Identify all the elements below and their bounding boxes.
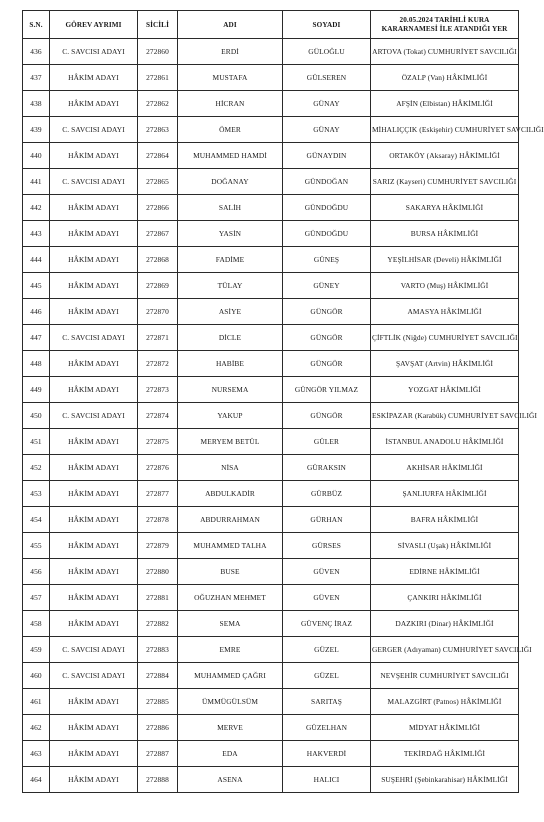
cell-sicili: 272884 <box>138 663 178 689</box>
table-row <box>23 585 519 611</box>
cell-gorev-ayrimi: HÂKİM ADAYI <box>50 481 138 507</box>
table-row <box>23 195 519 221</box>
table-row <box>23 741 519 767</box>
cell-sn: 451 <box>23 429 50 455</box>
cell-gorev-ayrimi: HÂKİM ADAYI <box>50 143 138 169</box>
header-sn: S.N. <box>23 11 50 39</box>
cell-sicili: 272870 <box>138 299 178 325</box>
cell-gorev-ayrimi: HÂKİM ADAYI <box>50 767 138 793</box>
cell-sn: 445 <box>23 273 50 299</box>
table-row <box>23 143 519 169</box>
table-row <box>23 221 519 247</box>
cell-soyadi: GÜNDOĞAN <box>283 169 371 195</box>
cell-sicili: 272873 <box>138 377 178 403</box>
cell-adi: ASİYE <box>178 299 283 325</box>
cell-soyadi: GÜRHAN <box>283 507 371 533</box>
table-row <box>23 403 519 429</box>
cell-soyadi: GÜZEL <box>283 637 371 663</box>
header-atandigi-yer: 20.05.2024 TARİHLİ KURA KARARNAMESİ İLE ATANDIĞI YER <box>371 11 519 39</box>
cell-soyadi: GÜNGÖR YILMAZ <box>283 377 371 403</box>
cell-adi: EDA <box>178 741 283 767</box>
cell-adi: YAKUP <box>178 403 283 429</box>
cell-atandigi-yer: ŞANLIURFA HÂKİMLİĞİ <box>371 481 519 507</box>
cell-gorev-ayrimi: HÂKİM ADAYI <box>50 299 138 325</box>
cell-sn: 457 <box>23 585 50 611</box>
cell-sicili: 272868 <box>138 247 178 273</box>
cell-sn: 442 <box>23 195 50 221</box>
cell-sicili: 272860 <box>138 39 178 65</box>
cell-adi: ERDİ <box>178 39 283 65</box>
cell-sn: 446 <box>23 299 50 325</box>
table-row <box>23 117 519 143</box>
cell-gorev-ayrimi: HÂKİM ADAYI <box>50 715 138 741</box>
cell-gorev-ayrimi: HÂKİM ADAYI <box>50 585 138 611</box>
cell-sn: 448 <box>23 351 50 377</box>
cell-adi: MERVE <box>178 715 283 741</box>
cell-sn: 439 <box>23 117 50 143</box>
cell-atandigi-yer: MİHALIÇÇIK (Eskişehir) CUMHURİYET SAVCILIĞI <box>371 117 519 143</box>
cell-atandigi-yer: TEKİRDAĞ HÂKİMLİĞİ <box>371 741 519 767</box>
table-row <box>23 351 519 377</box>
cell-gorev-ayrimi: C. SAVCISI ADAYI <box>50 169 138 195</box>
cell-sn: 441 <box>23 169 50 195</box>
cell-sicili: 272882 <box>138 611 178 637</box>
cell-adi: EMRE <box>178 637 283 663</box>
cell-adi: TÜLAY <box>178 273 283 299</box>
table-row <box>23 169 519 195</box>
cell-sicili: 272885 <box>138 689 178 715</box>
cell-atandigi-yer: MİDYAT HÂKİMLİĞİ <box>371 715 519 741</box>
table-row <box>23 39 519 65</box>
cell-sn: 455 <box>23 533 50 559</box>
cell-sicili: 272886 <box>138 715 178 741</box>
cell-soyadi: SARITAŞ <box>283 689 371 715</box>
cell-sicili: 272863 <box>138 117 178 143</box>
cell-gorev-ayrimi: C. SAVCISI ADAYI <box>50 637 138 663</box>
header-adi: ADI <box>178 11 283 39</box>
cell-sn: 464 <box>23 767 50 793</box>
cell-gorev-ayrimi: HÂKİM ADAYI <box>50 91 138 117</box>
cell-sn: 438 <box>23 91 50 117</box>
cell-sn: 460 <box>23 663 50 689</box>
cell-soyadi: GÜVENÇ İRAZ <box>283 611 371 637</box>
cell-gorev-ayrimi: C. SAVCISI ADAYI <box>50 117 138 143</box>
cell-soyadi: HAKVERDİ <box>283 741 371 767</box>
cell-atandigi-yer: YEŞİLHİSAR (Develi) HÂKİMLİĞİ <box>371 247 519 273</box>
cell-adi: NURSEMA <box>178 377 283 403</box>
cell-atandigi-yer: AMASYA HÂKİMLİĞİ <box>371 299 519 325</box>
cell-soyadi: GÜZELHAN <box>283 715 371 741</box>
cell-atandigi-yer: SİVASLI (Uşak) HÂKİMLİĞİ <box>371 533 519 559</box>
cell-adi: MUSTAFA <box>178 65 283 91</box>
cell-atandigi-yer: SAKARYA HÂKİMLİĞİ <box>371 195 519 221</box>
cell-adi: DOĞANAY <box>178 169 283 195</box>
cell-sicili: 272872 <box>138 351 178 377</box>
cell-sn: 462 <box>23 715 50 741</box>
cell-soyadi: GÜZEL <box>283 663 371 689</box>
cell-atandigi-yer: ORTAKÖY (Aksaray) HÂKİMLİĞİ <box>371 143 519 169</box>
cell-adi: DİCLE <box>178 325 283 351</box>
cell-sn: 461 <box>23 689 50 715</box>
cell-sicili: 272883 <box>138 637 178 663</box>
cell-soyadi: GÜNGÖR <box>283 325 371 351</box>
header-soyadi: SOYADI <box>283 11 371 39</box>
cell-atandigi-yer: NEVŞEHİR CUMHURİYET SAVCILIĞI <box>371 663 519 689</box>
table-row <box>23 689 519 715</box>
cell-soyadi: GÜRBÜZ <box>283 481 371 507</box>
cell-soyadi: HALICI <box>283 767 371 793</box>
table-row <box>23 715 519 741</box>
cell-adi: HABİBE <box>178 351 283 377</box>
cell-gorev-ayrimi: HÂKİM ADAYI <box>50 689 138 715</box>
cell-gorev-ayrimi: HÂKİM ADAYI <box>50 195 138 221</box>
cell-sn: 443 <box>23 221 50 247</box>
cell-adi: YASİN <box>178 221 283 247</box>
cell-gorev-ayrimi: HÂKİM ADAYI <box>50 455 138 481</box>
cell-soyadi: GÜNDOĞDU <box>283 195 371 221</box>
cell-sn: 436 <box>23 39 50 65</box>
cell-adi: BUSE <box>178 559 283 585</box>
cell-sicili: 272880 <box>138 559 178 585</box>
cell-gorev-ayrimi: HÂKİM ADAYI <box>50 741 138 767</box>
table-row <box>23 481 519 507</box>
cell-adi: ÖMER <box>178 117 283 143</box>
cell-gorev-ayrimi: C. SAVCISI ADAYI <box>50 403 138 429</box>
cell-atandigi-yer: SUŞEHRİ (Şebinkarahisar) HÂKİMLİĞİ <box>371 767 519 793</box>
cell-sn: 463 <box>23 741 50 767</box>
cell-adi: SEMA <box>178 611 283 637</box>
cell-sn: 453 <box>23 481 50 507</box>
cell-sicili: 272866 <box>138 195 178 221</box>
table-row <box>23 299 519 325</box>
cell-sicili: 272865 <box>138 169 178 195</box>
cell-sicili: 272869 <box>138 273 178 299</box>
cell-soyadi: GÜNEY <box>283 273 371 299</box>
cell-gorev-ayrimi: C. SAVCISI ADAYI <box>50 663 138 689</box>
cell-atandigi-yer: BURSA HÂKİMLİĞİ <box>371 221 519 247</box>
cell-adi: MUHAMMED ÇAĞRI <box>178 663 283 689</box>
cell-atandigi-yer: ÇANKIRI HÂKİMLİĞİ <box>371 585 519 611</box>
cell-atandigi-yer: SARIZ (Kayseri) CUMHURİYET SAVCILIĞI <box>371 169 519 195</box>
cell-gorev-ayrimi: HÂKİM ADAYI <box>50 507 138 533</box>
cell-sicili: 272879 <box>138 533 178 559</box>
cell-adi: FADİME <box>178 247 283 273</box>
cell-gorev-ayrimi: HÂKİM ADAYI <box>50 65 138 91</box>
cell-sn: 440 <box>23 143 50 169</box>
table-row <box>23 91 519 117</box>
cell-sn: 449 <box>23 377 50 403</box>
table-body <box>23 39 544 793</box>
table-row <box>23 455 519 481</box>
cell-soyadi: GÜVEN <box>283 559 371 585</box>
cell-atandigi-yer: VARTO (Muş) HÂKİMLİĞİ <box>371 273 519 299</box>
cell-gorev-ayrimi: HÂKİM ADAYI <box>50 273 138 299</box>
table-row <box>23 611 519 637</box>
cell-sn: 450 <box>23 403 50 429</box>
header-sicili: SİCİLİ <box>138 11 178 39</box>
cell-atandigi-yer: BAFRA HÂKİMLİĞİ <box>371 507 519 533</box>
table-row <box>23 325 519 351</box>
cell-sn: 459 <box>23 637 50 663</box>
cell-gorev-ayrimi: HÂKİM ADAYI <box>50 221 138 247</box>
cell-sn: 444 <box>23 247 50 273</box>
cell-atandigi-yer: ARTOVA (Tokat) CUMHURİYET SAVCILIĞI <box>371 39 519 65</box>
cell-atandigi-yer: DAZKIRI (Dinar) HÂKİMLİĞİ <box>371 611 519 637</box>
cell-gorev-ayrimi: C. SAVCISI ADAYI <box>50 39 138 65</box>
table-row <box>23 65 519 91</box>
cell-atandigi-yer: ÖZALP (Van) HÂKİMLİĞİ <box>371 65 519 91</box>
table-row <box>23 637 519 663</box>
cell-adi: SALİH <box>178 195 283 221</box>
table-row <box>23 559 519 585</box>
cell-adi: ÜMMÜGÜLSÜM <box>178 689 283 715</box>
cell-sicili: 272871 <box>138 325 178 351</box>
cell-gorev-ayrimi: HÂKİM ADAYI <box>50 377 138 403</box>
cell-atandigi-yer: ŞAVŞAT (Artvin) HÂKİMLİĞİ <box>371 351 519 377</box>
cell-adi: MERYEM BETÜL <box>178 429 283 455</box>
table-row <box>23 507 519 533</box>
cell-sn: 452 <box>23 455 50 481</box>
cell-atandigi-yer: ESKİPAZAR (Karabük) CUMHURİYET SAVCILIĞI <box>371 403 519 429</box>
cell-gorev-ayrimi: HÂKİM ADAYI <box>50 247 138 273</box>
cell-sicili: 272887 <box>138 741 178 767</box>
assignment-table <box>22 10 544 793</box>
cell-soyadi: GÜNDOĞDU <box>283 221 371 247</box>
cell-sicili: 272874 <box>138 403 178 429</box>
cell-soyadi: GÜNGÖR <box>283 299 371 325</box>
cell-sicili: 272867 <box>138 221 178 247</box>
cell-gorev-ayrimi: HÂKİM ADAYI <box>50 351 138 377</box>
cell-sicili: 272878 <box>138 507 178 533</box>
table-row <box>23 273 519 299</box>
cell-soyadi: GÜNAY <box>283 117 371 143</box>
cell-adi: OĞUZHAN MEHMET <box>178 585 283 611</box>
cell-sicili: 272861 <box>138 65 178 91</box>
cell-gorev-ayrimi: HÂKİM ADAYI <box>50 533 138 559</box>
cell-gorev-ayrimi: HÂKİM ADAYI <box>50 611 138 637</box>
cell-sicili: 272877 <box>138 481 178 507</box>
cell-sn: 456 <box>23 559 50 585</box>
cell-adi: NİSA <box>178 455 283 481</box>
cell-atandigi-yer: ÇİFTLİK (Niğde) CUMHURİYET SAVCILIĞI <box>371 325 519 351</box>
table-row <box>23 377 519 403</box>
cell-soyadi: GÜNGÖR <box>283 351 371 377</box>
cell-soyadi: GÜRAKSIN <box>283 455 371 481</box>
table-header <box>23 11 519 39</box>
cell-atandigi-yer: AFŞİN (Elbistan) HÂKİMLİĞİ <box>371 91 519 117</box>
assignment-list-page <box>22 10 544 793</box>
table-row <box>23 767 519 793</box>
cell-adi: MUHAMMED TALHA <box>178 533 283 559</box>
cell-soyadi: GÜLER <box>283 429 371 455</box>
cell-adi: ABDULKADİR <box>178 481 283 507</box>
cell-soyadi: GÜLSEREN <box>283 65 371 91</box>
cell-soyadi: GÜNEŞ <box>283 247 371 273</box>
cell-soyadi: GÜNAYDIN <box>283 143 371 169</box>
cell-sn: 458 <box>23 611 50 637</box>
cell-atandigi-yer: EDİRNE HÂKİMLİĞİ <box>371 559 519 585</box>
cell-adi: ABDURRAHMAN <box>178 507 283 533</box>
cell-adi: ASENA <box>178 767 283 793</box>
table-row <box>23 429 519 455</box>
cell-atandigi-yer: YOZGAT HÂKİMLİĞİ <box>371 377 519 403</box>
cell-atandigi-yer: GERGER (Adıyaman) CUMHURİYET SAVCILIĞI <box>371 637 519 663</box>
table-row <box>23 663 519 689</box>
cell-sicili: 272864 <box>138 143 178 169</box>
cell-adi: MUHAMMED HAMDİ <box>178 143 283 169</box>
cell-gorev-ayrimi: C. SAVCISI ADAYI <box>50 325 138 351</box>
cell-sicili: 272875 <box>138 429 178 455</box>
cell-gorev-ayrimi: HÂKİM ADAYI <box>50 429 138 455</box>
cell-sn: 447 <box>23 325 50 351</box>
cell-sicili: 272862 <box>138 91 178 117</box>
table-row <box>23 247 519 273</box>
cell-sn: 454 <box>23 507 50 533</box>
cell-gorev-ayrimi: HÂKİM ADAYI <box>50 559 138 585</box>
cell-adi: HİCRAN <box>178 91 283 117</box>
cell-soyadi: GÜLOĞLU <box>283 39 371 65</box>
cell-atandigi-yer: MALAZGİRT (Patnos) HÂKİMLİĞİ <box>371 689 519 715</box>
header-gorev-ayrimi: GÖREV AYRIMI <box>50 11 138 39</box>
cell-sicili: 272881 <box>138 585 178 611</box>
cell-sicili: 272876 <box>138 455 178 481</box>
cell-soyadi: GÜRSES <box>283 533 371 559</box>
cell-soyadi: GÜVEN <box>283 585 371 611</box>
cell-sn: 437 <box>23 65 50 91</box>
header-row <box>23 11 519 39</box>
cell-atandigi-yer: AKHİSAR HÂKİMLİĞİ <box>371 455 519 481</box>
cell-atandigi-yer: İSTANBUL ANADOLU HÂKİMLİĞİ <box>371 429 519 455</box>
table-row <box>23 533 519 559</box>
cell-soyadi: GÜNAY <box>283 91 371 117</box>
cell-sicili: 272888 <box>138 767 178 793</box>
cell-soyadi: GÜNGÖR <box>283 403 371 429</box>
